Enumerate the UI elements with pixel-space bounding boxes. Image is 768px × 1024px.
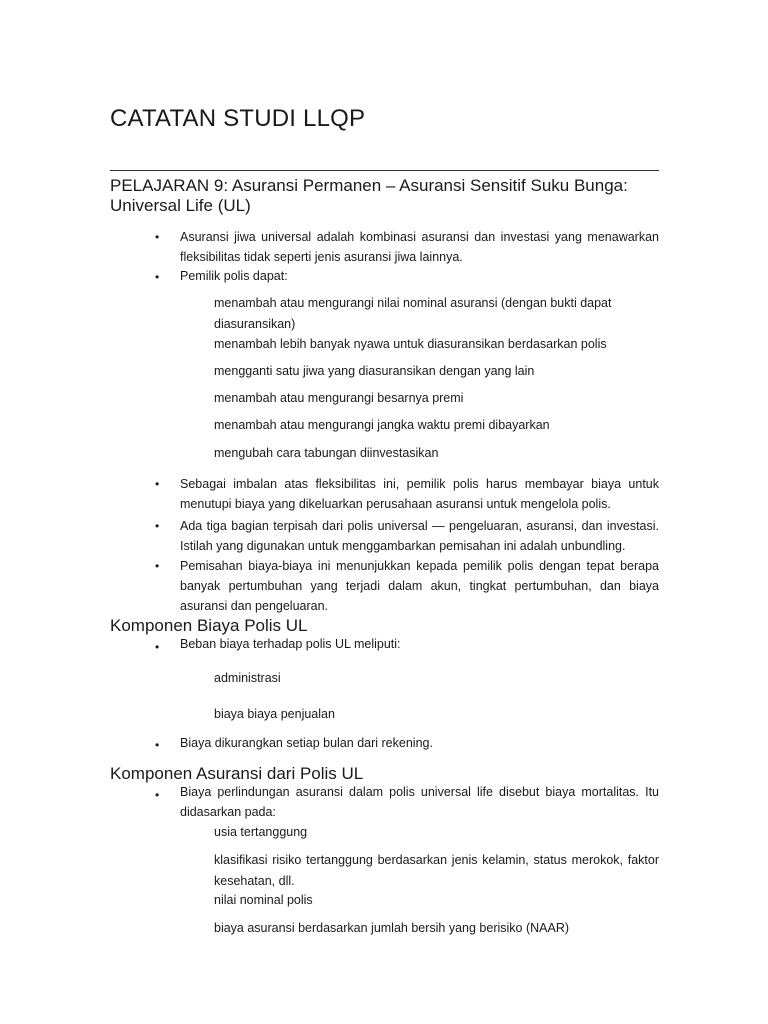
bullet-marker: • [155, 640, 160, 654]
s3-sub-item: biaya asuransi berdasarkan jumlah bersih yang berisiko (NAAR) [214, 921, 570, 935]
s1-bullet1-line2: fleksibilitas tidak seperti jenis asuransi jiwa lainnya. [180, 250, 463, 264]
title-divider [110, 170, 659, 171]
bullet-marker: • [155, 477, 160, 491]
s1-bullet2: Pemilik polis dapat: [180, 269, 288, 283]
s1-bullet1-line1: Asuransi jiwa universal adalah kombinasi asuransi dan investasi yang menawarkan [180, 230, 659, 244]
lesson-heading-line2: Universal Life (UL) [110, 196, 251, 215]
s3-sub-item: klasifikasi risiko tertanggung berdasarkan jenis kelamin, status merokok, faktor [214, 853, 659, 867]
bullet-marker: • [155, 519, 160, 533]
s1-sub-item: diasuransikan) [214, 317, 296, 331]
s3-sub-item: nilai nominal polis [214, 893, 313, 907]
s1-bullet5-line3: asuransi dan pengeluaran. [180, 599, 329, 613]
s1-bullet3-line1: Sebagai imbalan atas fleksibilitas ini, pemilik polis harus membayar biaya untuk [180, 477, 659, 491]
s3-sub-item: kesehatan, dll. [214, 874, 295, 888]
bullet-marker: • [155, 559, 160, 573]
section-heading-asuransi: Komponen Asuransi dari Polis UL [110, 764, 364, 783]
s1-bullet3-line2: menutupi biaya yang dikeluarkan perusahaan asuransi untuk mengelola polis. [180, 497, 611, 511]
s1-bullet5-line1: Pemisahan biaya-biaya ini menunjukkan kepada pemilik polis dengan tepat berapa [180, 559, 659, 573]
s3-sub-item: usia tertanggung [214, 825, 308, 839]
section-heading-biaya: Komponen Biaya Polis UL [110, 616, 308, 635]
document-title: CATATAN STUDI LLQP [110, 105, 366, 132]
s1-sub-item: menambah atau mengurangi besarnya premi [214, 391, 464, 405]
s2-sub-item: administrasi [214, 671, 281, 685]
s1-sub-item: mengganti satu jiwa yang diasuransikan dengan yang lain [214, 364, 535, 378]
s1-sub-item: menambah atau mengurangi nilai nominal asuransi (dengan bukti dapat [214, 296, 612, 310]
s2-bullet1: Beban biaya terhadap polis UL meliputi: [180, 637, 401, 651]
s1-bullet5-line2: banyak pertumbuhan yang terjadi dalam akun, tingkat pertumbuhan, dan biaya [180, 579, 659, 593]
bullet-marker: • [155, 788, 160, 802]
bullet-marker: • [155, 230, 160, 244]
s1-sub-item: menambah lebih banyak nyawa untuk diasuransikan berdasarkan polis [214, 337, 607, 351]
s2-bullet2: Biaya dikurangkan setiap bulan dari rekening. [180, 736, 433, 750]
s1-bullet4-line1: Ada tiga bagian terpisah dari polis universal — pengeluaran, asuransi, dan investasi. [180, 519, 659, 533]
s1-bullet4-line2: Istilah yang digunakan untuk menggambarkan pemisahan ini adalah unbundling. [180, 539, 626, 553]
s3-bullet1-line2: didasarkan pada: [180, 805, 276, 819]
lesson-heading-line1: PELAJARAN 9: Asuransi Permanen – Asuransi Sensitif Suku Bunga: [110, 176, 628, 195]
bullet-marker: • [155, 270, 160, 284]
s2-sub-item: biaya biaya penjualan [214, 707, 335, 721]
s3-bullet1-line1: Biaya perlindungan asuransi dalam polis universal life disebut biaya mortalitas. Itu [180, 785, 659, 799]
s1-sub-item: mengubah cara tabungan diinvestasikan [214, 446, 439, 460]
s1-sub-item: menambah atau mengurangi jangka waktu premi dibayarkan [214, 418, 550, 432]
bullet-marker: • [155, 738, 160, 752]
